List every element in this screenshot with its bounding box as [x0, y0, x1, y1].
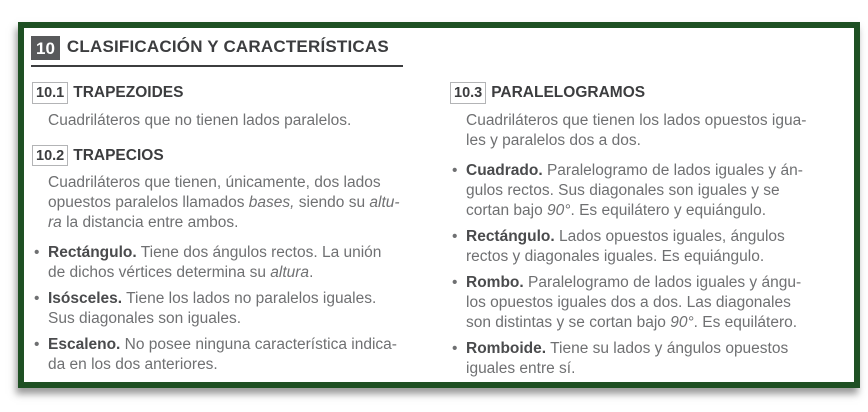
text-line: les y paralelos dos a dos. [466, 131, 641, 149]
bullet-text [48, 289, 424, 329]
text-line: Cuadriláteros que tienen los lados opuestos igua- [466, 111, 807, 129]
text-line: Cuadrado. Paralelogramo de lados iguales y án- [466, 161, 803, 179]
text-line: de dichos vértices determina su altura. [48, 264, 314, 281]
right-column [450, 82, 842, 385]
section-title: CLASIFICACIÓN Y CARACTERÍSTICAS [66, 37, 389, 56]
left-column [32, 82, 424, 385]
subsection-title: TRAPEZOIDES [73, 84, 184, 101]
bullet-item [32, 243, 424, 283]
subsection-number: 10.1 [32, 82, 68, 104]
text-line: los opuestos iguales dos a dos. Las diagonales [466, 293, 791, 311]
text-line: Romboide. Tiene su lados y ángulos opuestos [466, 339, 789, 357]
bullet-dot: • [452, 227, 458, 245]
text-line: gulos rectos. Sus diagonales son iguales y se [466, 181, 780, 199]
bullet-list [32, 243, 424, 375]
paragraph [48, 111, 424, 131]
subsection-number: 10.3 [450, 82, 486, 104]
text-line: Cuadriláteros que no tienen lados paralelos. [48, 111, 352, 129]
text-line: Rectángulo. Lados opuestos iguales, ángulos [466, 227, 785, 245]
text-line: cortan bajo 90°. Es equilátero y equiángulo. [466, 201, 767, 219]
columns-container [28, 82, 848, 385]
bullet-text [48, 243, 424, 283]
paragraph [466, 111, 842, 151]
bullet-item [450, 227, 842, 267]
bullet-dot: • [34, 336, 40, 353]
bullet-item [450, 161, 842, 221]
text-line: opuestos paralelos llamados bases, siendo su altu- [48, 194, 400, 211]
subsection-title: PARALELOGRAMOS [491, 84, 646, 101]
content-panel [18, 22, 860, 388]
text-line: Isósceles. Tiene los lados no paralelos iguales. [48, 290, 377, 307]
bullet-text [466, 161, 842, 221]
subsection-number: 10.2 [32, 145, 68, 167]
bullet-text [466, 273, 842, 333]
bullet-text [466, 339, 842, 379]
bullet-text [48, 335, 424, 375]
text-line: ra la distancia entre ambos. [48, 214, 239, 231]
bullet-dot: • [34, 244, 40, 261]
subsection-heading [32, 82, 424, 104]
section-number-badge: 10 [31, 36, 60, 60]
text-line: iguales entre sí. [466, 359, 576, 377]
bullet-item [450, 339, 842, 379]
section-header [31, 36, 403, 67]
text-line: Cuadriláteros que tienen, únicamente, dos lados [48, 174, 381, 191]
text-line: Rombo. Paralelogramo de lados iguales y ángu- [466, 273, 802, 291]
text-line: Sus diagonales son iguales. [48, 310, 242, 327]
bullet-text [466, 227, 842, 267]
text-line: rectos y diagonales iguales. Es equiángulo. [466, 247, 765, 265]
text-line: Escaleno. No posee ninguna característica indica- [48, 336, 397, 353]
bullet-dot: • [34, 290, 40, 307]
bullet-dot: • [452, 161, 458, 179]
bullet-item [450, 273, 842, 333]
subsection-heading [32, 145, 424, 167]
text-line: Rectángulo. Tiene dos ángulos rectos. La unión [48, 244, 382, 261]
subsection-title: TRAPECIOS [73, 146, 164, 164]
text-line: son distintas y se cortan bajo 90°. Es equilátero. [466, 313, 798, 331]
bullet-item [32, 289, 424, 329]
bullet-dot: • [452, 339, 458, 357]
paragraph [48, 173, 424, 233]
subsection-heading [450, 82, 842, 104]
bullet-dot: • [452, 273, 458, 291]
bullet-item [32, 335, 424, 375]
bullet-list [450, 161, 842, 379]
text-line: da en los dos anteriores. [48, 356, 218, 373]
